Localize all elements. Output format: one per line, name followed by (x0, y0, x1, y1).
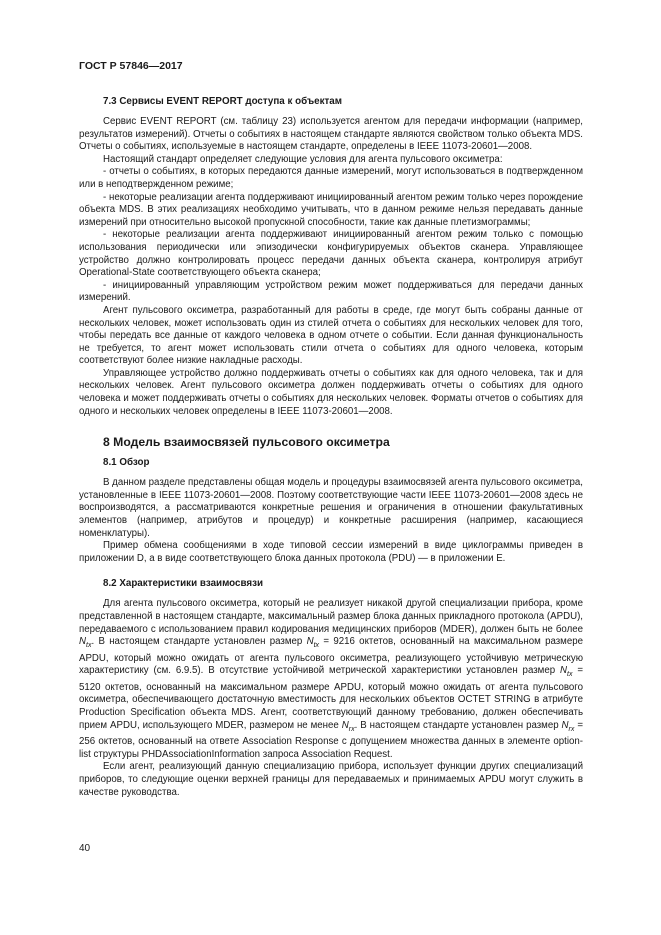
paragraph: Настоящий стандарт определяет следующие условия для агента пульсового оксиметра: (103, 153, 503, 165)
paragraph: В данном разделе представлены общая модель и процедуры взаимосвязей агента пульсового оксиметра, установленные в IEEE 11073-20601—2008. Поэтому соответствующие части IEEE 11073-20601—2008 здесь не воспроизводятся, а рассматриваются конкретные решения и ограничения в отношении факультативных элементов (например, атрибутов и процедур) и конкретные расширения (например, касающиеся номенклатуры). (79, 477, 583, 539)
section-8-2-title: 8.2 Характеристики взаимосвязи (103, 578, 263, 590)
paragraph: Сервис EVENT REPORT (см. таблицу 23) используется агентом для передачи информации (например, результатов измерений). Отчеты о событиях в настоящем стандарте являются свойством только объекта MDS. Отчеты о событиях, используемые в настоящем стандарте, определены в IEEE 11073-20601—2008. (79, 116, 583, 153)
paragraph: Агент пульсового оксиметра, разработанный для работы в среде, где могут быть собраны данные от нескольких человек, может использовать один из стилей отчета о событиях для нескольких человек для того, чтобы передать все данные от каждого человека в одном отчете о событии. Если данная функциональность не требуется, то агент может использовать стили отчета о событиях для одного человека, которым соответствуют более низкие накладные расходы. (79, 304, 583, 367)
section-8-1-title: 8.1 Обзор (103, 457, 150, 469)
section-7-3-title: 7.3 Сервисы EVENT REPORT доступа к объектам (103, 96, 342, 107)
list-item: - некоторые реализации агента поддерживают инициированный агентом режим только через порождение объекта MDS. В этих реализациях необходимо учитывать, что в данном режиме нельзя передавать данные измерений при относительно высокой пропускной способности, такие как данные плетизмограммы; (79, 191, 583, 228)
paragraph: Для агента пульсового оксиметра, который не реализует никакой другой специализации прибора, кроме представленной в настоящем стандарте, максимальный размер блока данных прикладного протокола (APDU), передаваемого с использованием правил кодирования медицинских приборов (MDER), должен быть не более $N_{tx}$. В настоящем стандарте установлен размер $N_{tx} = 9216$ октетов, основанный на максимальном размере APDU, который можно ожидать от агента пульсового оксиметра, реализующего устойчивую метрическую характеристику (см. 6.9.5). В отсутствие устойчивой метрической характеристики установлен размер $N_{tx} = 5120$ октетов, основанный на максимальном размере APDU, который можно ожидать от агента пульсового оксиметра, обеспечивающего достаточную вместимость для нескольких объектов OCTET STRING в атрибуте Production Specification объекта MDS. Агент, соответствующий данному требованию, должен обеспечивать прием APDU, использующего MDER, размером не менее $N_{rx}$. В настоящем стандарте установлен размер $N_{rx} = 256$ октетов, основанный на ответе Association Response с допущением множества данных в элементе option-list структуры PHDAssociationInformation запроса Association Request. (79, 598, 584, 760)
list-item: - инициированный управляющим устройством режим может поддерживаться для передачи данных измерений. (79, 279, 583, 304)
page-number: 40 (79, 843, 91, 854)
paragraph: Управляющее устройство должно поддерживать отчеты о событиях как для одного человека, так и для нескольких человек. Агент пульсового оксиметра должен поддерживать отчеты о событиях для одного человека и может поддерживать отчеты о событиях для нескольких человек. Форматы отчетов о событиях для одного и нескольких человек определены в IEEE 11073-20601—2008. (79, 367, 583, 417)
section-8-title: 8 Модель взаимосвязей пульсового оксиметра (103, 435, 390, 450)
page-header: ГОСТ Р 57846—2017 (79, 60, 183, 72)
list-item: - отчеты о событиях, в которых передаются данные измерений, могут использоваться в подтвержденном или в неподтвержденном режиме; (79, 166, 583, 190)
list-item: - некоторые реализации агента поддерживают инициированный агентом режим только с помощью использования периодически или эпизодически конфигурируемых объектов сканера. Управляющее устройство должно контролировать процесс передачи данных объекта сканера, контролируя атрибут Operational-State соответствующего объекта сканера; (79, 229, 583, 279)
paragraph: Пример обмена сообщениями в ходе типовой сессии измерений в виде циклограммы приведен в приложении D, а в виде соответствующего блока данных протокола (PDU) — в приложении E. (79, 540, 583, 564)
paragraph: Если агент, реализующий данную специализацию прибора, использует функции других специализаций приборов, то следующие оценки верхней границы для передаваемых и принимаемых APDU могут служить в качестве руководства. (79, 761, 583, 798)
page-content (79, 95, 583, 799)
